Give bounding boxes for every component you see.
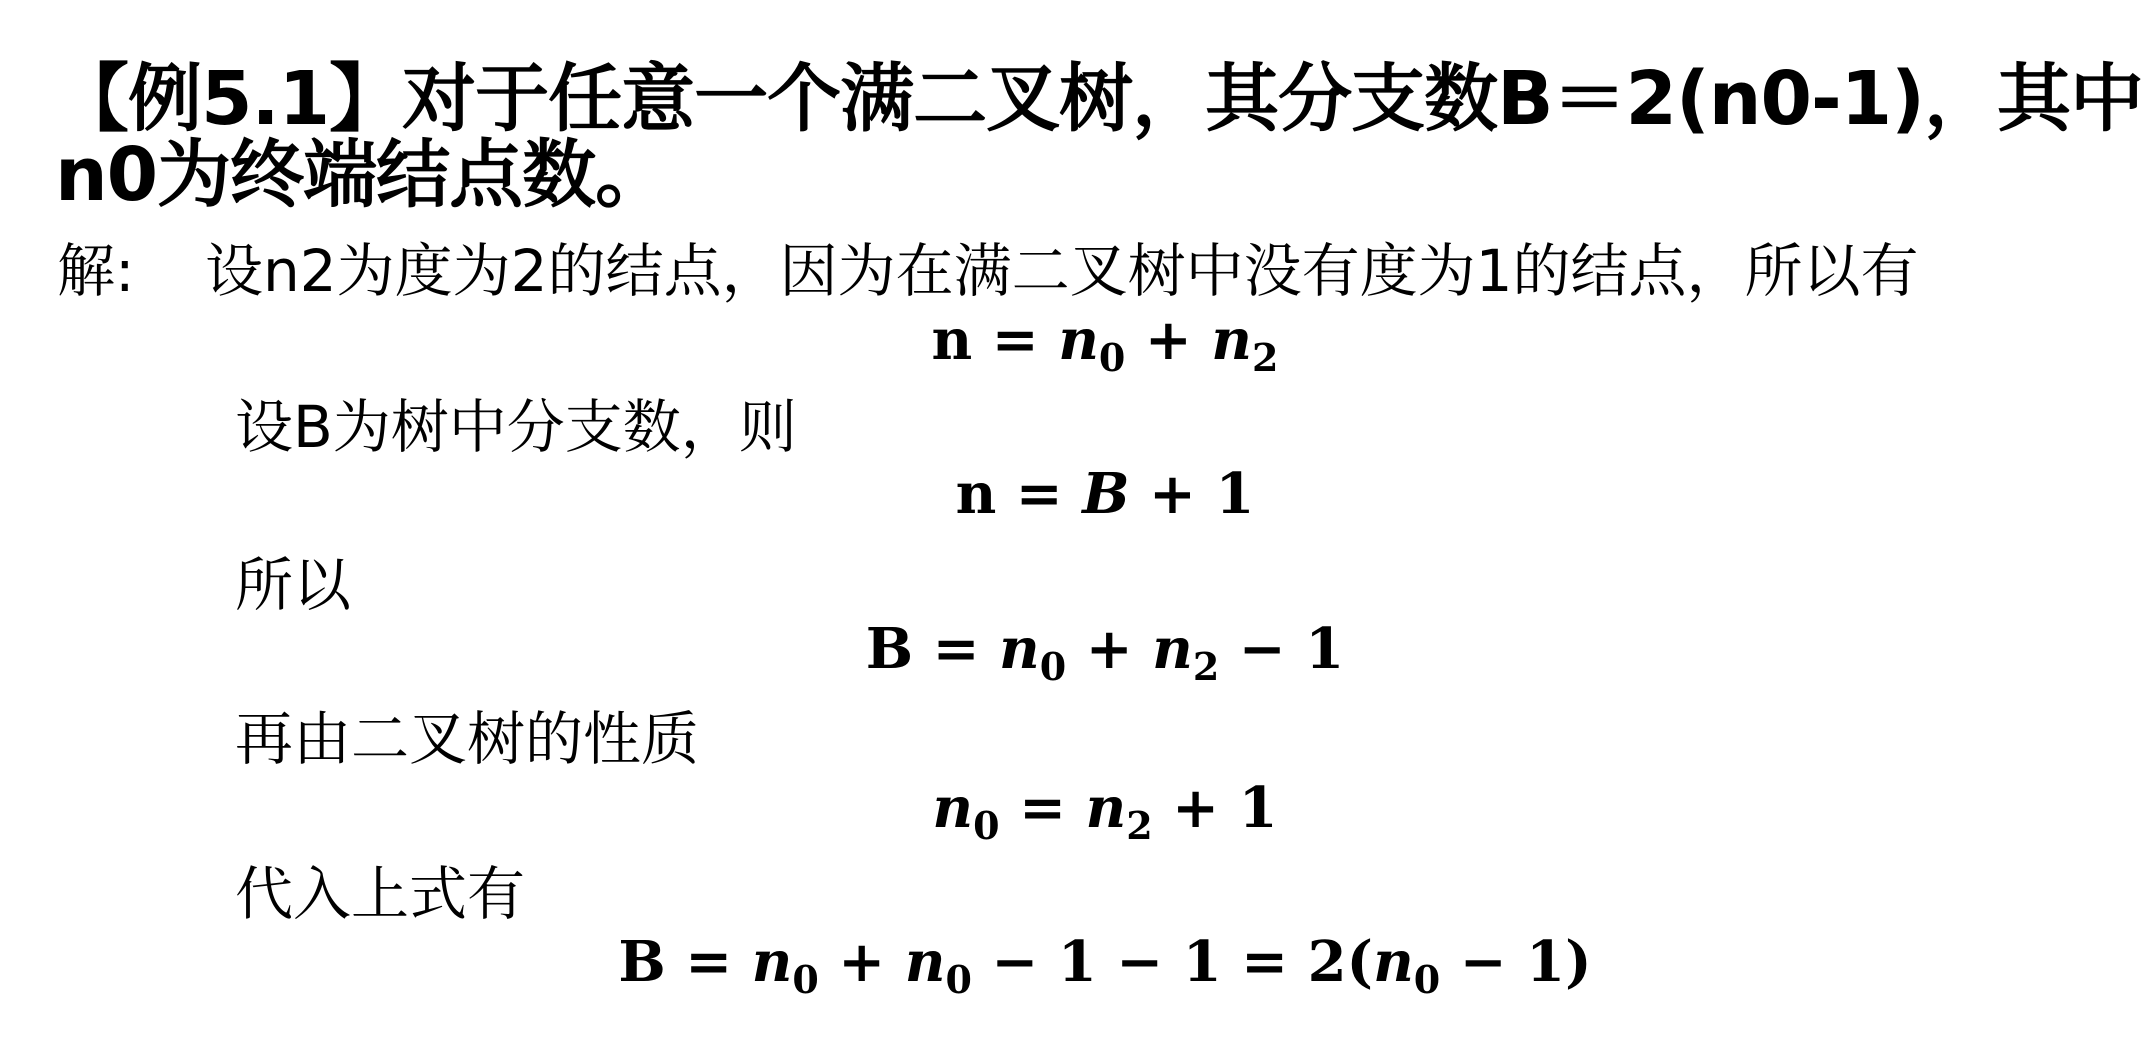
- formula-2-lhs: n: [955, 461, 997, 527]
- formula-5-op-3: −: [1096, 929, 1183, 995]
- formula-5-close-paren: ): [1565, 929, 1592, 995]
- formula-5-sub-2: 0: [945, 957, 972, 1002]
- formula-4: [0, 775, 2152, 848]
- formula-1: [0, 307, 2152, 380]
- formula-1-sub-2: 2: [1252, 335, 1279, 380]
- formula-3-lhs: B: [865, 616, 914, 682]
- formula-4-term-0: n: [932, 775, 974, 841]
- formula-3-op-2: −: [1219, 616, 1306, 682]
- formula-1-eq: =: [972, 307, 1059, 373]
- formula-4-sub-1: 2: [1126, 803, 1153, 848]
- formula-5-sub-3: 0: [1413, 957, 1441, 1002]
- formula-5-const-4: 1: [1526, 929, 1566, 995]
- formula-3-const-1: 1: [1305, 616, 1345, 682]
- solution-intro: 设n2为度为2的结点，因为在满二叉树中没有度为1的结点，所以有: [205, 237, 1919, 305]
- step-4-text: 代入上式有: [235, 860, 526, 928]
- formula-4-op-1: +: [1152, 775, 1239, 841]
- step-1-text: 设B为树中分支数，则: [235, 393, 797, 461]
- title-line-2: n0为终端结点数。: [55, 132, 669, 218]
- formula-2-term-1: B: [1082, 461, 1130, 527]
- formula-3-sub-2: 2: [1192, 644, 1220, 689]
- formula-4-sub-0: 0: [973, 803, 1000, 848]
- title-line-1: 【例5.1】对于任意一个满二叉树，其分支数B＝2(n0-1)，其中: [55, 56, 2143, 142]
- formula-5-const-3: 2(: [1307, 929, 1374, 995]
- example-title: [55, 56, 2143, 218]
- formula-1-sub-1: 0: [1098, 335, 1126, 380]
- formula-5-op-1: +: [818, 929, 905, 995]
- step-3-text: 再由二叉树的性质: [235, 705, 700, 773]
- formula-4-eq: =: [999, 775, 1086, 841]
- formula-2: [0, 462, 2152, 526]
- formula-1-term-1: n: [1058, 307, 1099, 373]
- formula-5-term-2: n: [904, 929, 946, 995]
- solution-label: 解:: [57, 237, 135, 305]
- formula-5-eq-2: =: [1221, 929, 1308, 995]
- formula-3-eq: =: [913, 616, 1000, 682]
- formula-5-op-2: −: [971, 929, 1058, 995]
- formula-3-sub-1: 0: [1039, 644, 1067, 689]
- formula-5-eq: =: [665, 929, 752, 995]
- formula-5-op-4: −: [1440, 929, 1527, 995]
- formula-5-lhs: B: [618, 929, 666, 995]
- formula-5-term-3: n: [1373, 929, 1414, 995]
- formula-3-term-2: n: [1152, 616, 1193, 682]
- formula-2-op-1: +: [1129, 461, 1216, 527]
- formula-1-op-1: +: [1125, 307, 1212, 373]
- formula-3-op-1: +: [1066, 616, 1153, 682]
- formula-5-const-2: 1: [1182, 929, 1222, 995]
- formula-1-lhs: n: [931, 307, 973, 373]
- step-2-text: 所以: [235, 551, 352, 619]
- formula-4-const-1: 1: [1238, 775, 1278, 841]
- formula-5-term-1: n: [751, 929, 793, 995]
- formula-1-term-2: n: [1211, 307, 1252, 373]
- formula-4-term-1: n: [1085, 775, 1127, 841]
- formula-2-eq: =: [996, 461, 1083, 527]
- formula-5-sub-1: 0: [792, 957, 819, 1002]
- formula-2-const-1: 1: [1215, 461, 1255, 527]
- formula-5: [0, 929, 2152, 1002]
- formula-5-const-1: 1: [1057, 929, 1097, 995]
- formula-3-term-1: n: [999, 616, 1040, 682]
- formula-3: [0, 616, 2152, 689]
